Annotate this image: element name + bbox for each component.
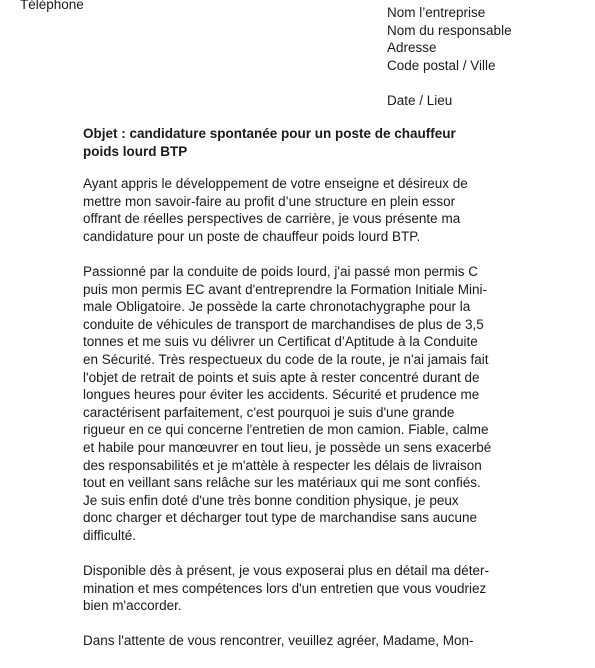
paragraph-experience	[83, 263, 513, 545]
text-line: offrant de réelles perspectives de carrière, je vous présente ma	[83, 211, 461, 227]
text-line: puis mon permis EC avant d'entreprendre la Formation Initiale Mini-	[83, 281, 488, 297]
sender-phone: Téléphone	[20, 0, 84, 12]
letter-object	[83, 125, 513, 160]
date-place: Date / Lieu	[387, 93, 453, 108]
paragraph-closing	[83, 632, 513, 650]
recipient-block	[387, 4, 512, 74]
recipient-address: Adresse	[387, 40, 437, 55]
text-line: Dans l'attente de vous rencontrer, veuillez agréer, Madame, Mon-	[83, 633, 474, 649]
text-line: Je suis enfin doté d'une très bonne condition physique, je peux	[83, 492, 459, 508]
text-line: Ayant appris le développement de votre enseigne et désireux de	[83, 176, 468, 191]
text-line: candidature pour un poste de chauffeur poids lourd BTP.	[83, 228, 421, 244]
recipient-postal-city: Code postal / Ville	[387, 57, 496, 73]
text-line: des responsabilités et je m'attèle à respecter les délais de livraison	[83, 457, 482, 473]
letter-body	[83, 175, 513, 668]
text-line: caractérisent parfaitement, c'est pourquoi je suis d'une grande	[83, 404, 455, 420]
text-line: tout en veillant sans relâche sur les matériaux qui me sont confiés.	[83, 475, 481, 491]
text-line: mettre mon savoir-faire au profit d’une structure en plein essor	[83, 193, 456, 209]
text-line: conduite de véhicules de transport de marchandises de plus de 3,5	[83, 316, 484, 332]
object-line: Objet : candidature spontanée pour un poste de chauffeur	[83, 126, 456, 141]
text-line: et habile pour manœuvrer en tout lieu, je possède un sens exacerbé	[83, 439, 492, 455]
text-line: male Obligatoire. Je possède la carte chronotachygraphe pour la	[83, 299, 471, 315]
text-line: donc charger et décharger tout type de marchandise sans aucune	[83, 510, 477, 526]
paragraph-intro	[83, 175, 513, 245]
text-line: en Sécurité. Très respectueux du code de la route, je n'ai jamais fait	[83, 351, 489, 367]
text-line: tonnes et me suis vu délivrer un Certificat d’Aptitude à la Conduite	[83, 334, 478, 350]
text-line: mination et mes compétences lors d'un entretien que vous voudriez	[83, 580, 487, 596]
object-line: poids lourd BTP	[83, 143, 188, 159]
text-line: difficulté.	[83, 527, 137, 543]
paragraph-availability	[83, 562, 513, 615]
recipient-manager: Nom du responsable	[387, 22, 512, 38]
recipient-company: Nom l’entreprise	[387, 5, 486, 20]
text-line: Passionné par la conduite de poids lourd, j'ai passé mon permis C	[83, 263, 479, 279]
text-line: l'objet de retrait de points et suis apte à rester concentré durant de	[83, 369, 480, 385]
text-line: Disponible dès à présent, je vous exposerai plus en détail ma déter-	[83, 563, 489, 579]
text-line: rigueur en ce qui concerne l'entretien de mon camion. Fiable, calme	[83, 422, 489, 438]
text-line: longues heures pour éviter les accidents. Sécurité et prudence me	[83, 387, 480, 403]
text-line: bien m'accorder.	[83, 598, 182, 614]
